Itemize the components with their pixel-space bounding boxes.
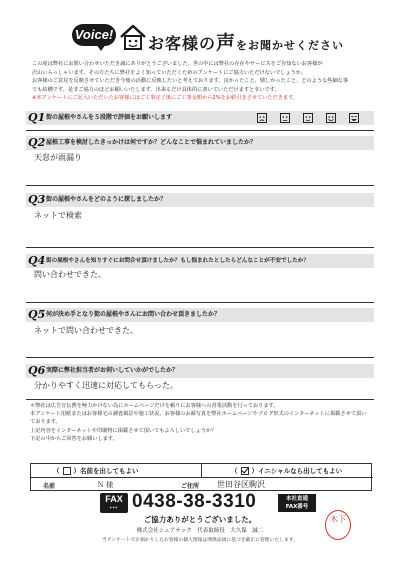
address-value: 世田谷区駒沢 [217, 480, 265, 489]
answer-text: ネットで問い合わせできた。 [34, 326, 138, 335]
fax-tag-line: FAX番号 [285, 504, 309, 510]
fax-machine-icon: FAX ▪▪▪ [100, 493, 128, 513]
question-text: 街の屋根やさんを知りすぐにお問合せ頂けましたか？もし悩まれたとしたらどんなことが不安でしたか？ [46, 258, 309, 264]
answer-text: 問い合わせできた。 [34, 270, 106, 279]
discount-note: ※本アンケートにご記入いただいたお客様にはご工事完了後にご工事金額から2%をお値引きさせていただきます。 [32, 95, 299, 102]
fax-number: 0438-38-3310 [132, 491, 257, 512]
title-part-3: をお聞かせください [236, 39, 345, 52]
address-label: ご住所 [181, 483, 200, 490]
question-block-4 [26, 254, 374, 303]
question-header [26, 111, 374, 125]
rating-face-icon[interactable] [302, 112, 314, 124]
fax-tag [278, 494, 316, 512]
question-block-3 [26, 193, 374, 248]
question-header [26, 254, 374, 268]
question-text: 街の屋根やさんを５段階で評価をお願いします [46, 114, 173, 121]
note-line: 上記内容をインターネットや印刷物に掲載させて頂いてもよろしいでしょうか？ [30, 427, 217, 434]
title-part-1: お客様の [148, 34, 217, 53]
survey-header [0, 0, 400, 62]
question-header [26, 364, 374, 378]
fax-badge-label: FAX [105, 494, 123, 504]
intro-line: この度は弊社にお問い合わせいただき誠にありがとうございました。世の中には弊社の存在やサービスをご存知ないお客様が [32, 61, 323, 67]
question-text: 屋根工事を検討したきっかけは何ですか？どんなことで悩まれていましたか？ [46, 139, 257, 146]
intro-line: 沢山いらっしゃいます。その方たちに弊社をよく知っていただくためのアンケートにご協力いただけないでしょうか。 [32, 69, 307, 76]
name-value: Ｎ 様 [97, 481, 114, 489]
question-block-5 [26, 308, 374, 358]
name-consent-checkbox[interactable] [63, 467, 71, 475]
answer-text: ネットで検索 [34, 211, 82, 220]
hanko-stamp: 木下 [325, 510, 351, 540]
consent-option-label: 名前を出してもよい [80, 467, 139, 475]
question-badge: Q1 [28, 111, 46, 124]
consent-option-name[interactable]: （ ）名前を出してもよい [53, 467, 139, 475]
question-header [26, 136, 374, 150]
voice-speech-bubble: Voice! [72, 24, 116, 46]
question-block-1 [26, 111, 374, 131]
question-text: 何が決め手となり街の屋根やさんにお問い合わせ頂きましたか？ [46, 311, 221, 318]
question-badge: Q5 [28, 308, 46, 321]
question-text: 街の屋根やさんをどのように探しましたか？ [46, 196, 167, 203]
page-title [148, 28, 344, 55]
intro-text [32, 60, 372, 103]
rating-face-icon[interactable] [279, 112, 291, 124]
answer-text: 分かりやすく迅速に対応してもらった。 [34, 381, 178, 390]
rating-faces [256, 112, 360, 124]
house-face-icon [118, 22, 148, 52]
rating-face-icon[interactable] [325, 112, 337, 124]
fax-contact [100, 493, 340, 513]
initial-consent-checkbox[interactable] [241, 467, 249, 475]
intro-line: お客様のご意見を反映させていただき今後の活動に反映したいと考えております。良かったこと、嬉しかったこと、どのような些細な事 [32, 78, 349, 85]
intro-line: でも結構です。是非ご協力のほどお願いいたします。出来るだけ具体的に書いていただけますと幸いです。 [32, 86, 280, 93]
rating-face-icon[interactable] [348, 112, 360, 124]
title-part-2: 声 [216, 32, 237, 54]
question-text: 実際に弊社担当者がお伺いしていかがでしたか？ [46, 367, 179, 374]
question-block-6 [26, 364, 374, 400]
consent-option-initial[interactable]: （ ）イニシャルなら出してもよい [231, 467, 343, 475]
answer-text: 天窓が雨漏り [34, 153, 82, 162]
question-badge: Q4 [28, 254, 46, 267]
name-label: 名前 [43, 483, 56, 490]
privacy-note: 当アンケートでお預かりしたお客様の個人情報は関係法規に基づき厳正に管理いたします。 [101, 538, 298, 543]
thanks-message: ご協力ありがとうございました。 [143, 515, 257, 524]
question-badge: Q3 [28, 193, 46, 206]
company-signature: 株式会社シェアテック 代表取締役 大久保 誠二 [136, 528, 264, 534]
question-badge: Q2 [28, 136, 46, 149]
question-block-2 [26, 136, 374, 186]
question-badge: Q6 [28, 364, 46, 377]
fax-tag-line: 本社直通 [285, 496, 308, 502]
question-header [26, 308, 374, 322]
box-divider [31, 477, 373, 478]
publication-consent-note [30, 402, 370, 443]
note-line: 本アンケート用紙またはお客様宅の調査風景や施工状況、お客様のお顔写真を弊社ホームページやブログ形式のインターネットに掲載させて頂いております。 [30, 411, 367, 426]
consent-name-box [30, 463, 372, 491]
note-line: 下記の中からご回答をお願いします。 [30, 435, 118, 442]
rating-face-icon[interactable] [256, 112, 268, 124]
consent-option-label: イニシャルなら出してもよい [258, 467, 343, 475]
box-divider [201, 464, 202, 477]
question-header [26, 193, 374, 207]
note-line: ＊弊社は広告宣伝費を極力かけない為にホームページだけを頼りにお客様への営業活動を行っております。 [30, 403, 279, 409]
speech-bubble-tail [96, 44, 106, 51]
